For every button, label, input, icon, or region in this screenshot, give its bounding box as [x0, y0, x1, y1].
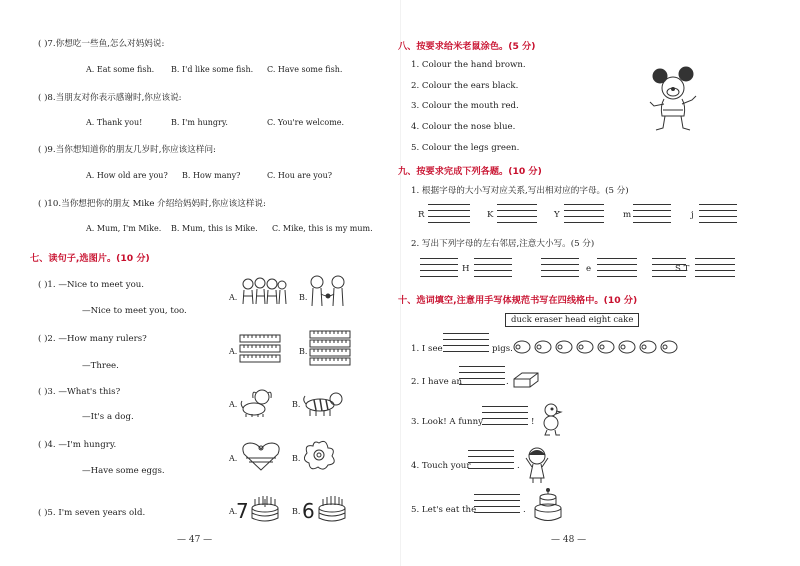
q7-option-a: A. Eat some fish.: [86, 65, 155, 74]
s9-task-2: 2. 写出下列字母的左右邻居,注意大小写。(5 分): [411, 239, 595, 249]
s7-item-1-line1: ( )1. —Nice to meet you.: [38, 280, 145, 290]
s7-item-4-option-a: A.: [229, 454, 238, 463]
section-9-title: 九、按要求完成下列各题。(10 分): [398, 166, 542, 177]
q9-option-b: B. How many?: [182, 171, 241, 180]
children-greeting-icon: [240, 276, 288, 308]
s7-item-3-option-b: B.: [292, 400, 301, 409]
q9-option-c: C. Hou are you?: [267, 171, 333, 180]
s7-item-1-line2: —Nice to meet you, too.: [82, 306, 187, 316]
s10-item-1-post: pigs.: [492, 344, 513, 354]
s9-1-letter-Y: Y: [554, 210, 560, 220]
s10-item-5-post: .: [523, 505, 526, 515]
s7-item-3-line2: —It's a dog.: [82, 412, 134, 422]
birthday-cake-six-icon: [317, 494, 347, 524]
s10-item-4-post: .: [517, 461, 520, 471]
s8-item-4: 4. Colour the nose blue.: [411, 122, 516, 132]
s10-item-3-post: !: [531, 417, 535, 427]
s7-item-2-option-b: B.: [299, 347, 308, 356]
s10-item-5-pre: 5. Let's eat the: [411, 505, 477, 515]
duck-icon: [540, 403, 562, 437]
s7-item-2-line1: ( )2. —How many rulers?: [38, 334, 147, 344]
q9-stem: ( )9.当你想知道你的朋友几岁时,你应该这样问:: [38, 145, 216, 155]
s7-item-5-line1: ( )5. I'm seven years old.: [38, 508, 146, 518]
number-six: 6: [302, 499, 315, 523]
tiger-icon: [302, 390, 344, 418]
section-10-title: 十、选词填空,注意用手写体规范书写在四线格中。(10 分): [398, 295, 638, 306]
q8-option-c: C. You're welcome.: [267, 118, 345, 127]
s7-item-1-option-a: A.: [229, 293, 238, 302]
s8-item-1: 1. Colour the hand brown.: [411, 60, 526, 70]
cake-icon: [532, 488, 564, 522]
s9-1-letter-m: m: [623, 210, 632, 220]
q10-option-a: A. Mum, I'm Mike.: [86, 224, 162, 233]
s7-item-3-option-a: A.: [229, 400, 238, 409]
s9-1-letter-j: j: [691, 210, 694, 220]
page-fold: [400, 0, 401, 566]
s7-item-5-option-b: B.: [292, 507, 301, 516]
pigs-row-icon: [512, 338, 682, 356]
rulers-three-icon: [239, 334, 281, 364]
s10-item-2-post: .: [506, 377, 509, 387]
s7-item-3-line1: ( )3. —What's this?: [38, 387, 121, 397]
s7-item-5-option-a: A.: [229, 507, 238, 516]
q10-option-c: C. Mike, this is my mum.: [272, 224, 373, 233]
q7-option-b: B. I'd like some fish.: [171, 65, 254, 74]
s9-1-letter-K: K: [487, 210, 494, 220]
s7-item-4-line1: ( )4. —I'm hungry.: [38, 440, 117, 450]
s9-1-letter-R: R: [418, 210, 425, 220]
handshake-icon: [308, 274, 348, 308]
s10-item-3-pre: 3. Look! A funny: [411, 417, 483, 427]
s7-item-4-line2: —Have some eggs.: [82, 466, 165, 476]
number-seven: 7: [236, 499, 249, 523]
s7-item-1-option-b: B.: [299, 293, 308, 302]
q10-option-b: B. Mum, this is Mike.: [171, 224, 258, 233]
s7-item-2-option-a: A.: [229, 347, 238, 356]
s9-2-letter-H: H: [462, 264, 470, 274]
q9-option-a: A. How old are you?: [86, 171, 168, 180]
s9-2-letters-ST: S T: [675, 264, 690, 274]
s10-item-2-pre: 2. I have an: [411, 377, 463, 387]
eraser-icon: [512, 371, 540, 389]
s10-item-4-pre: 4. Touch your: [411, 461, 471, 471]
s8-item-2: 2. Colour the ears black.: [411, 81, 519, 91]
s9-task-1: 1. 根据字母的大小写对应关系,写出相对应的字母。(5 分): [411, 186, 629, 196]
section-8-title: 八、按要求给米老鼠涂色。(5 分): [398, 41, 536, 52]
birthday-cake-seven-icon: [250, 494, 280, 524]
q8-option-b: B. I'm hungry.: [171, 118, 228, 127]
page-number-right: — 48 —: [551, 535, 587, 545]
q7-stem: ( )7.你想吃一些鱼,怎么对妈妈说:: [38, 39, 165, 49]
word-bank: duck eraser head eight cake: [505, 313, 639, 327]
heart-cake-icon: [240, 440, 282, 472]
girl-touching-head-icon: [524, 446, 550, 484]
s7-item-2-line2: —Three.: [82, 361, 119, 371]
section-7-title: 七、读句子,选图片。(10 分): [30, 253, 150, 264]
dog-icon: [240, 388, 274, 418]
s10-item-1-pre: 1. I see: [411, 344, 443, 354]
s7-item-4-option-b: B.: [292, 454, 301, 463]
q8-stem: ( )8.当朋友对你表示感谢时,你应该说:: [38, 93, 182, 103]
q7-option-c: C. Have some fish.: [267, 65, 343, 74]
rulers-four-icon: [309, 330, 351, 368]
flower-eggs-icon: [302, 440, 336, 472]
q10-stem: ( )10.当你想把你的朋友 Mike 介绍给妈妈时,你应该这样说:: [38, 199, 266, 209]
mickey-mouse-icon: [650, 68, 700, 136]
s8-item-5: 5. Colour the legs green.: [411, 143, 520, 153]
page-number-left: — 47 —: [177, 535, 213, 545]
s8-item-3: 3. Colour the mouth red.: [411, 101, 519, 111]
s9-2-letter-e: e: [586, 264, 592, 274]
q8-option-a: A. Thank you!: [86, 118, 143, 127]
